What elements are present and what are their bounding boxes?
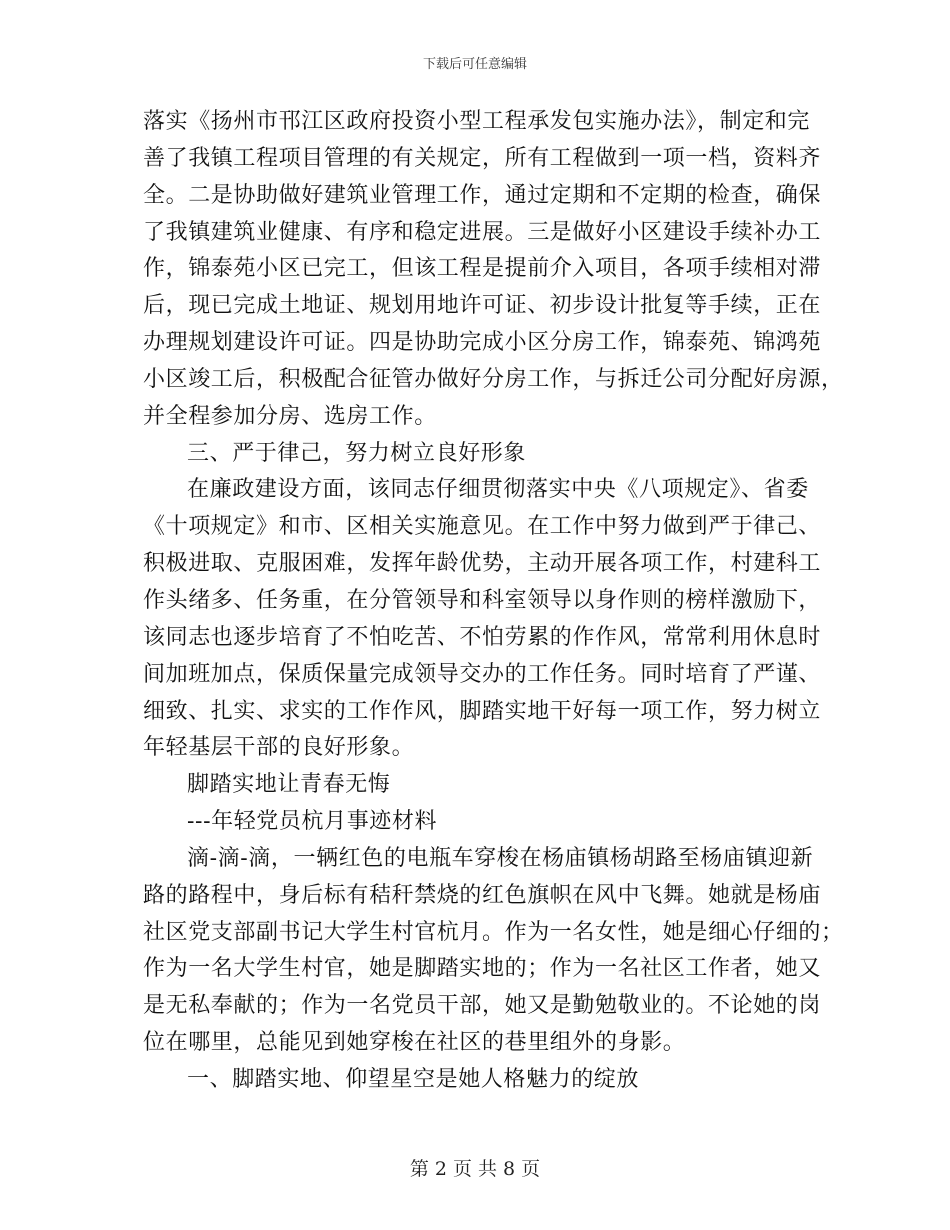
section-heading: 三、严于律己，努力树立良好形象 <box>187 440 527 466</box>
text-line: 社区党支部副书记大学生村官杭月。作为一名女性，她是细心仔细的； <box>143 919 844 945</box>
text-line: 路的路程中，身后标有秸秆禁烧的红色旗帜在风中飞舞。她就是杨庙 <box>143 882 822 908</box>
text-line: 积极进取、克服困难，发挥年龄优势，主动开展各项工作，村建科工 <box>143 551 822 577</box>
text-line: 并全程参加分房、选房工作。 <box>143 403 437 429</box>
text-line: 在廉政建设方面，该同志仔细贯彻落实中央《八项规定》、省委 <box>187 477 809 503</box>
article-title: 脚踏实地让青春无悔 <box>187 772 391 798</box>
text-line: 了我镇建筑业健康、有序和稳定进展。三是做好小区建设手续补办工 <box>143 219 822 245</box>
text-line: 小区竣工后，积极配合征管办做好分房工作，与拆迁公司分配好房源， <box>143 366 844 392</box>
text-line: 全。二是协助做好建筑业管理工作，通过定期和不定期的检查，确保 <box>143 182 822 208</box>
text-line: 作，锦泰苑小区已完工，但该工程是提前介入项目，各项手续相对滞 <box>143 256 822 282</box>
article-subtitle: ---年轻党员杭月事迹材料 <box>187 809 438 835</box>
section-heading: 一、脚踏实地、仰望星空是她人格魅力的绽放 <box>187 1066 640 1092</box>
text-line: 间加班加点，保质保量完成领导交办的工作任务。同时培育了严谨、 <box>143 661 822 687</box>
text-line: 作为一名大学生村官，她是脚踏实地的；作为一名社区工作者，她又 <box>143 956 822 982</box>
text-line: 办理规划建设许可证。四是协助完成小区分房工作，锦泰苑、锦鸿苑 <box>143 330 822 356</box>
text-line: 后，现已完成土地证、规划用地许可证、初步设计批复等手续，正在 <box>143 293 822 319</box>
page-number: 第 2 页 共 8 页 <box>409 1158 541 1180</box>
text-line: 《十项规定》和市、区相关实施意见。在工作中努力做到严于律己、 <box>143 514 822 540</box>
text-line: 作头绪多、任务重，在分管领导和科室领导以身作则的榜样激励下， <box>143 587 822 613</box>
text-line: 位在哪里，总能见到她穿梭在社区的巷里组外的身影。 <box>143 1030 686 1056</box>
header-note: 下载后可任意编辑 <box>422 57 527 72</box>
text-line: 善了我镇工程项目管理的有关规定，所有工程做到一项一档，资料齐 <box>143 145 822 171</box>
text-line: 是无私奉献的；作为一名党员干部，她又是勤勉敬业的。不论她的岗 <box>143 993 822 1019</box>
text-line: 滴-滴-滴，一辆红色的电瓶车穿梭在杨庙镇杨胡路至杨庙镇迎新 <box>187 845 814 871</box>
document-body <box>143 104 844 1099</box>
text-line: 年轻基层干部的良好形象。 <box>143 735 415 761</box>
text-line: 该同志也逐步培育了不怕吃苦、不怕劳累的作作风，常常利用休息时 <box>143 624 822 650</box>
text-line: 落实《扬州市邗江区政府投资小型工程承发包实施办法》，制定和完 <box>143 109 811 134</box>
text-line: 细致、扎实、求实的工作作风，脚踏实地干好每一项工作，努力树立 <box>143 698 822 724</box>
